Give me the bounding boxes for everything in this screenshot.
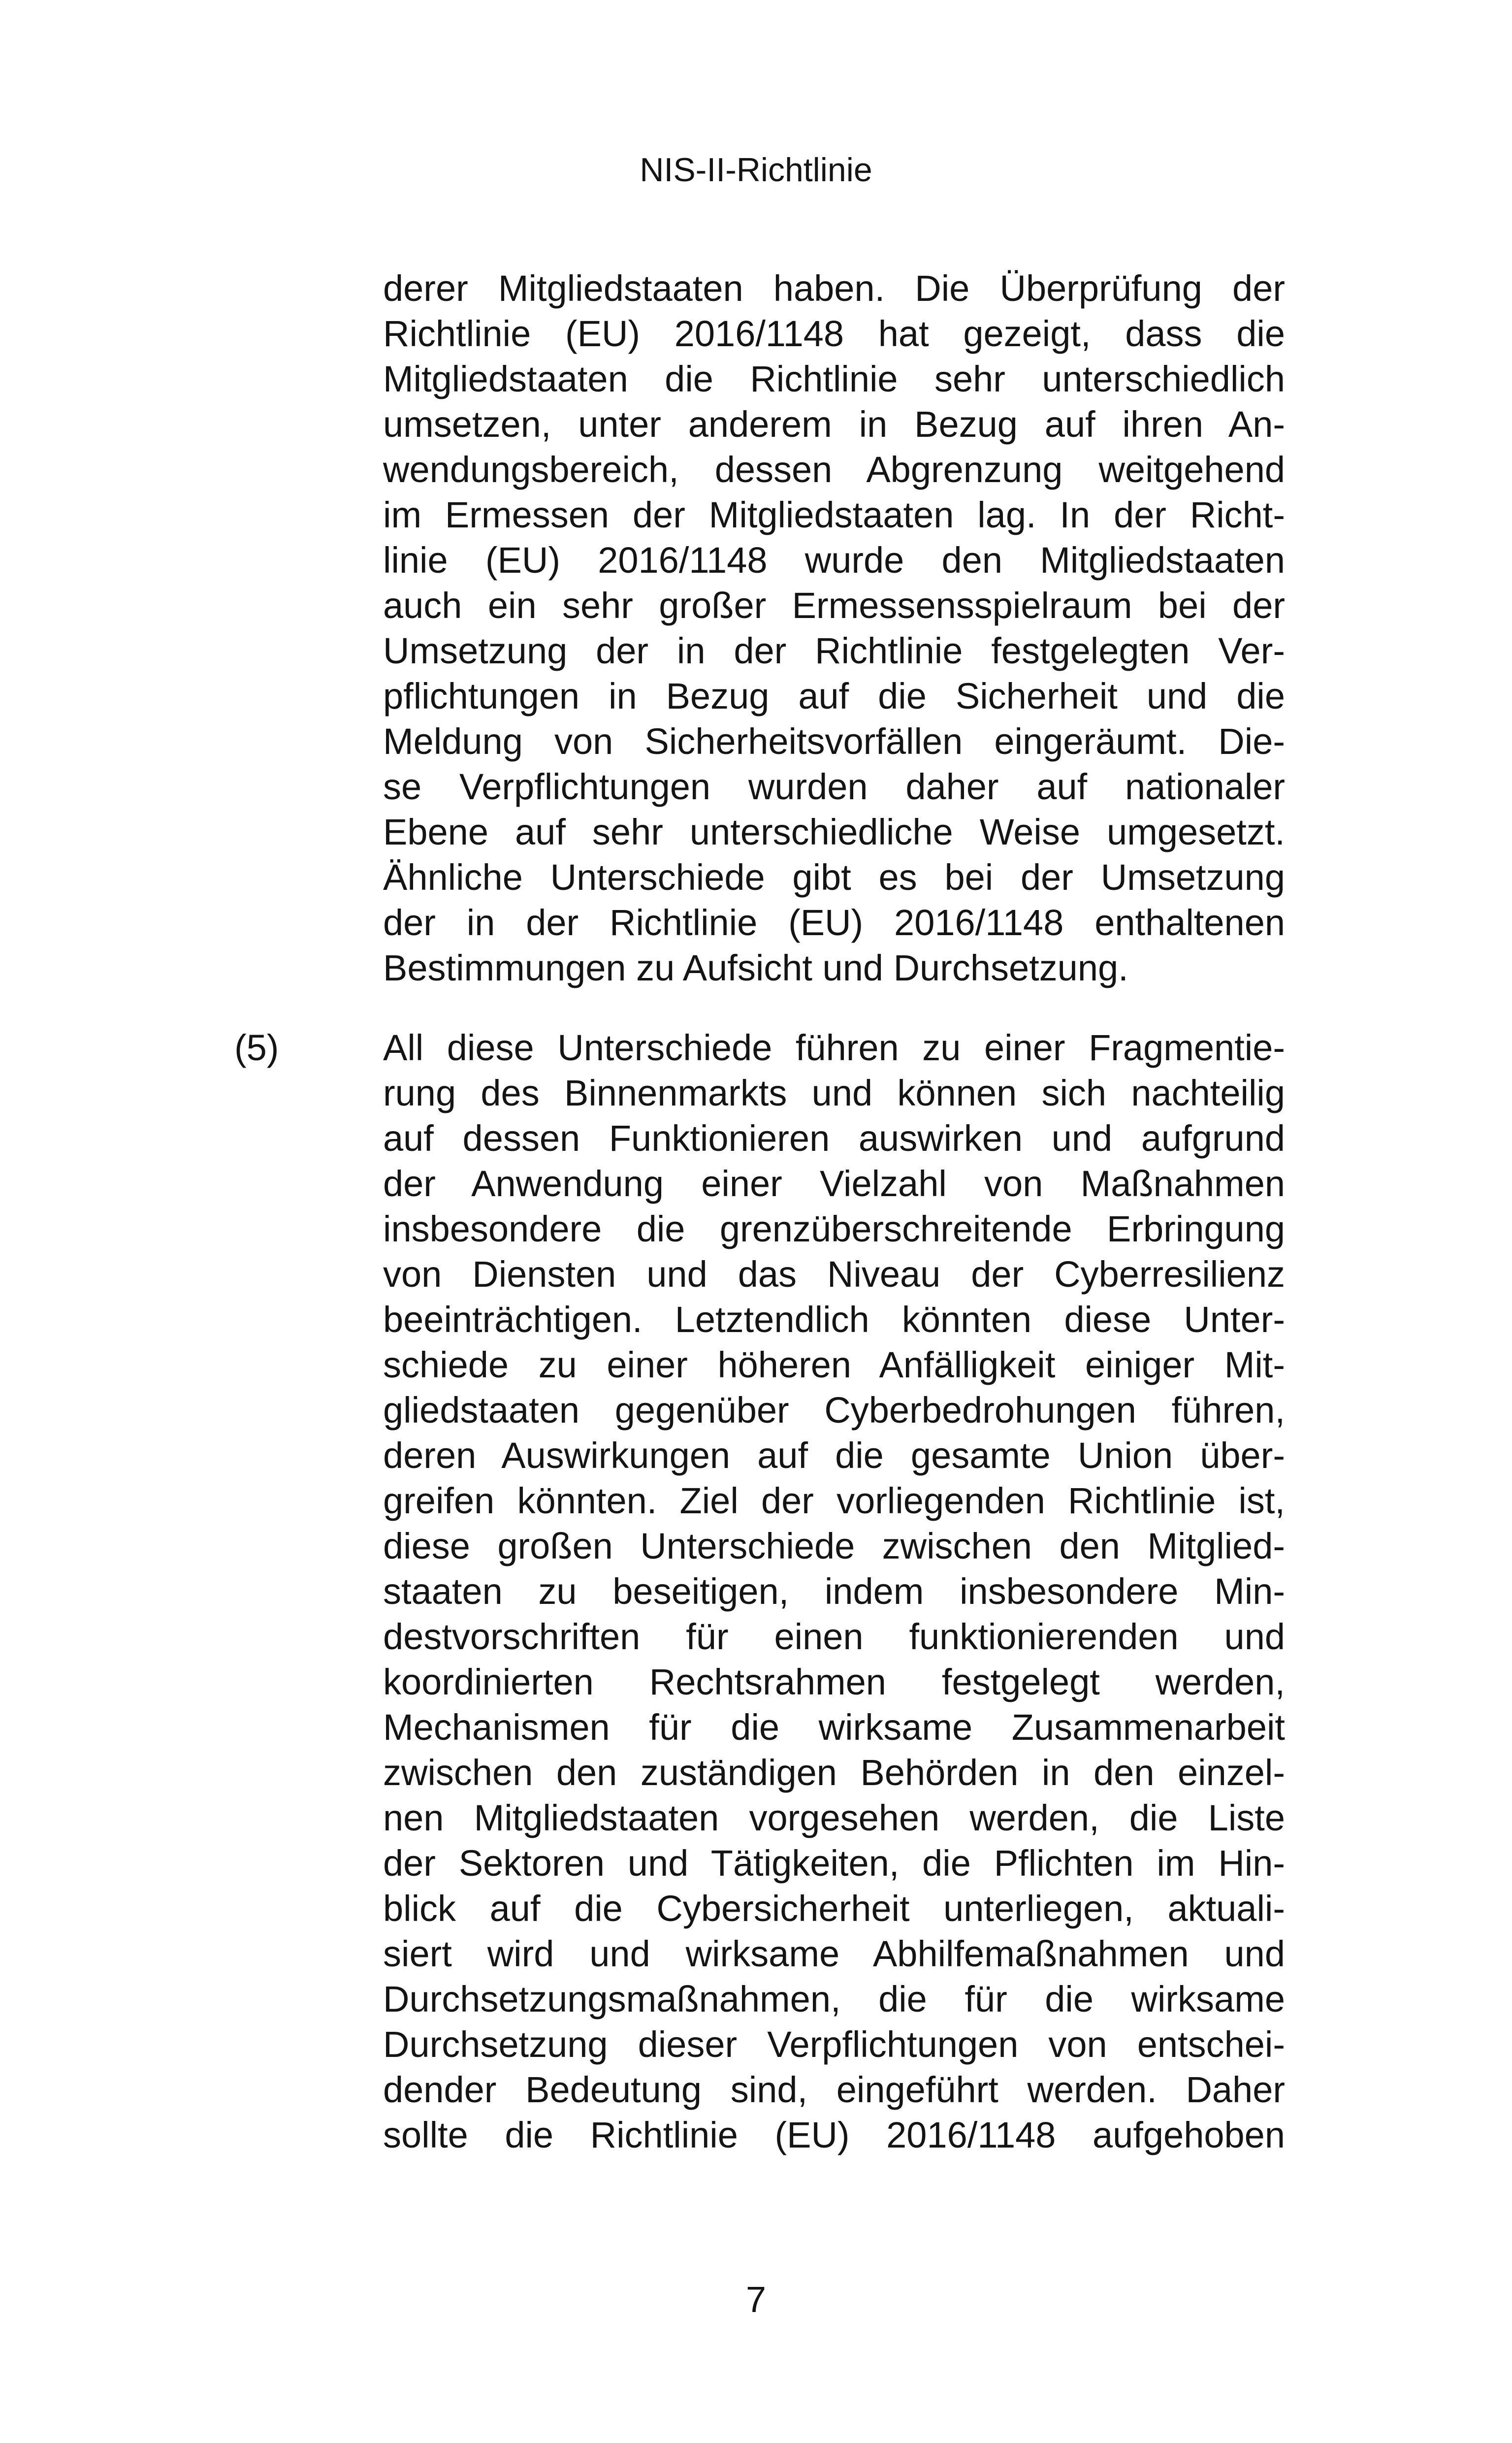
- text-line: Richtlinie (EU) 2016/1148 hat gezeigt, dass die: [383, 313, 1285, 354]
- text-line: zwischen den zuständigen Behörden in den einzel-: [383, 1752, 1285, 1793]
- page-number: 7: [745, 2279, 767, 2320]
- text-line: Mitgliedstaaten die Richtlinie sehr unterschiedlich: [383, 358, 1285, 399]
- text-line: se Verpflichtungen wurden daher auf nationaler: [383, 766, 1285, 807]
- text-line: greifen könnten. Ziel der vorliegenden Richtlinie ist,: [383, 1480, 1285, 1521]
- text-line: der in der Richtlinie (EU) 2016/1148 enthaltenen: [383, 902, 1285, 943]
- text-line: insbesondere die grenzüberschreitende Erbringung: [383, 1208, 1285, 1249]
- text-line: Mechanismen für die wirksame Zusammenarbeit: [383, 1707, 1285, 1748]
- text-line: deren Auswirkungen auf die gesamte Union über-: [383, 1435, 1285, 1476]
- text-line: All diese Unterschiede führen zu einer Fragmentie-: [383, 1027, 1285, 1068]
- text-line: koordinierten Rechtsrahmen festgelegt werden,: [383, 1661, 1285, 1702]
- text-line: im Ermessen der Mitgliedstaaten lag. In der Richt-: [383, 494, 1285, 535]
- text-line: Ähnliche Unterschiede gibt es bei der Umsetzung: [383, 857, 1285, 898]
- text-line: siert wird und wirksame Abhilfemaßnahmen und: [383, 1933, 1285, 1974]
- text-line: wendungsbereich, dessen Abgrenzung weitgehend: [383, 449, 1285, 490]
- paragraph-number: (5): [234, 1027, 279, 1068]
- text-line: Durchsetzung dieser Verpflichtungen von entschei-: [383, 2024, 1285, 2065]
- text-line: Meldung von Sicherheitsvorfällen eingeräumt. Die-: [383, 721, 1285, 762]
- text-line: blick auf die Cybersicherheit unterliegen, aktuali-: [383, 1888, 1285, 1929]
- text-line: auch ein sehr großer Ermessensspielraum bei der: [383, 585, 1285, 626]
- text-line: staaten zu beseitigen, indem insbesondere Min-: [383, 1571, 1285, 1612]
- paragraph-5: [383, 1025, 1285, 2158]
- text-line: Durchsetzungsmaßnahmen, die für die wirksame: [383, 1979, 1285, 2020]
- text-line: umsetzen, unter anderem in Bezug auf ihren An-: [383, 404, 1285, 445]
- text-line: diese großen Unterschiede zwischen den Mitglied-: [383, 1526, 1285, 1566]
- text-line: pflichtungen in Bezug auf die Sicherheit und die: [383, 676, 1285, 717]
- text-line: auf dessen Funktionieren auswirken und aufgrund: [383, 1118, 1285, 1159]
- text-line: derer Mitgliedstaaten haben. Die Überprüfung der: [383, 268, 1285, 309]
- text-line: rung des Binnenmarkts und können sich nachteilig: [383, 1073, 1285, 1113]
- text-line: der Sektoren und Tätigkeiten, die Pflichten im Hin-: [383, 1843, 1285, 1884]
- text-line: von Diensten und das Niveau der Cyberresilienz: [383, 1254, 1285, 1295]
- continued-paragraph: [383, 266, 1285, 991]
- running-header: NIS-II-Richtlinie: [640, 151, 872, 189]
- text-line: Ebene auf sehr unterschiedliche Weise umgesetzt.: [383, 812, 1285, 852]
- text-line: Bestimmungen zu Aufsicht und Durchsetzung.: [383, 947, 1128, 988]
- text-line: linie (EU) 2016/1148 wurde den Mitgliedstaaten: [383, 540, 1285, 581]
- text-line: Umsetzung der in der Richtlinie festgelegten Ver-: [383, 630, 1285, 671]
- text-line: der Anwendung einer Vielzahl von Maßnahmen: [383, 1163, 1285, 1204]
- text-line: nen Mitgliedstaaten vorgesehen werden, die Liste: [383, 1797, 1285, 1838]
- text-line: destvorschriften für einen funktionierenden und: [383, 1616, 1285, 1657]
- text-line: schiede zu einer höheren Anfälligkeit einiger Mit-: [383, 1344, 1285, 1385]
- text-line: beeinträchtigen. Letztendlich könnten diese Unter-: [383, 1299, 1285, 1340]
- text-line: sollte die Richtlinie (EU) 2016/1148 aufgehoben: [383, 2115, 1285, 2155]
- text-line: dender Bedeutung sind, eingeführt werden. Daher: [383, 2069, 1285, 2110]
- text-line: gliedstaaten gegenüber Cyberbedrohungen führen,: [383, 1390, 1285, 1431]
